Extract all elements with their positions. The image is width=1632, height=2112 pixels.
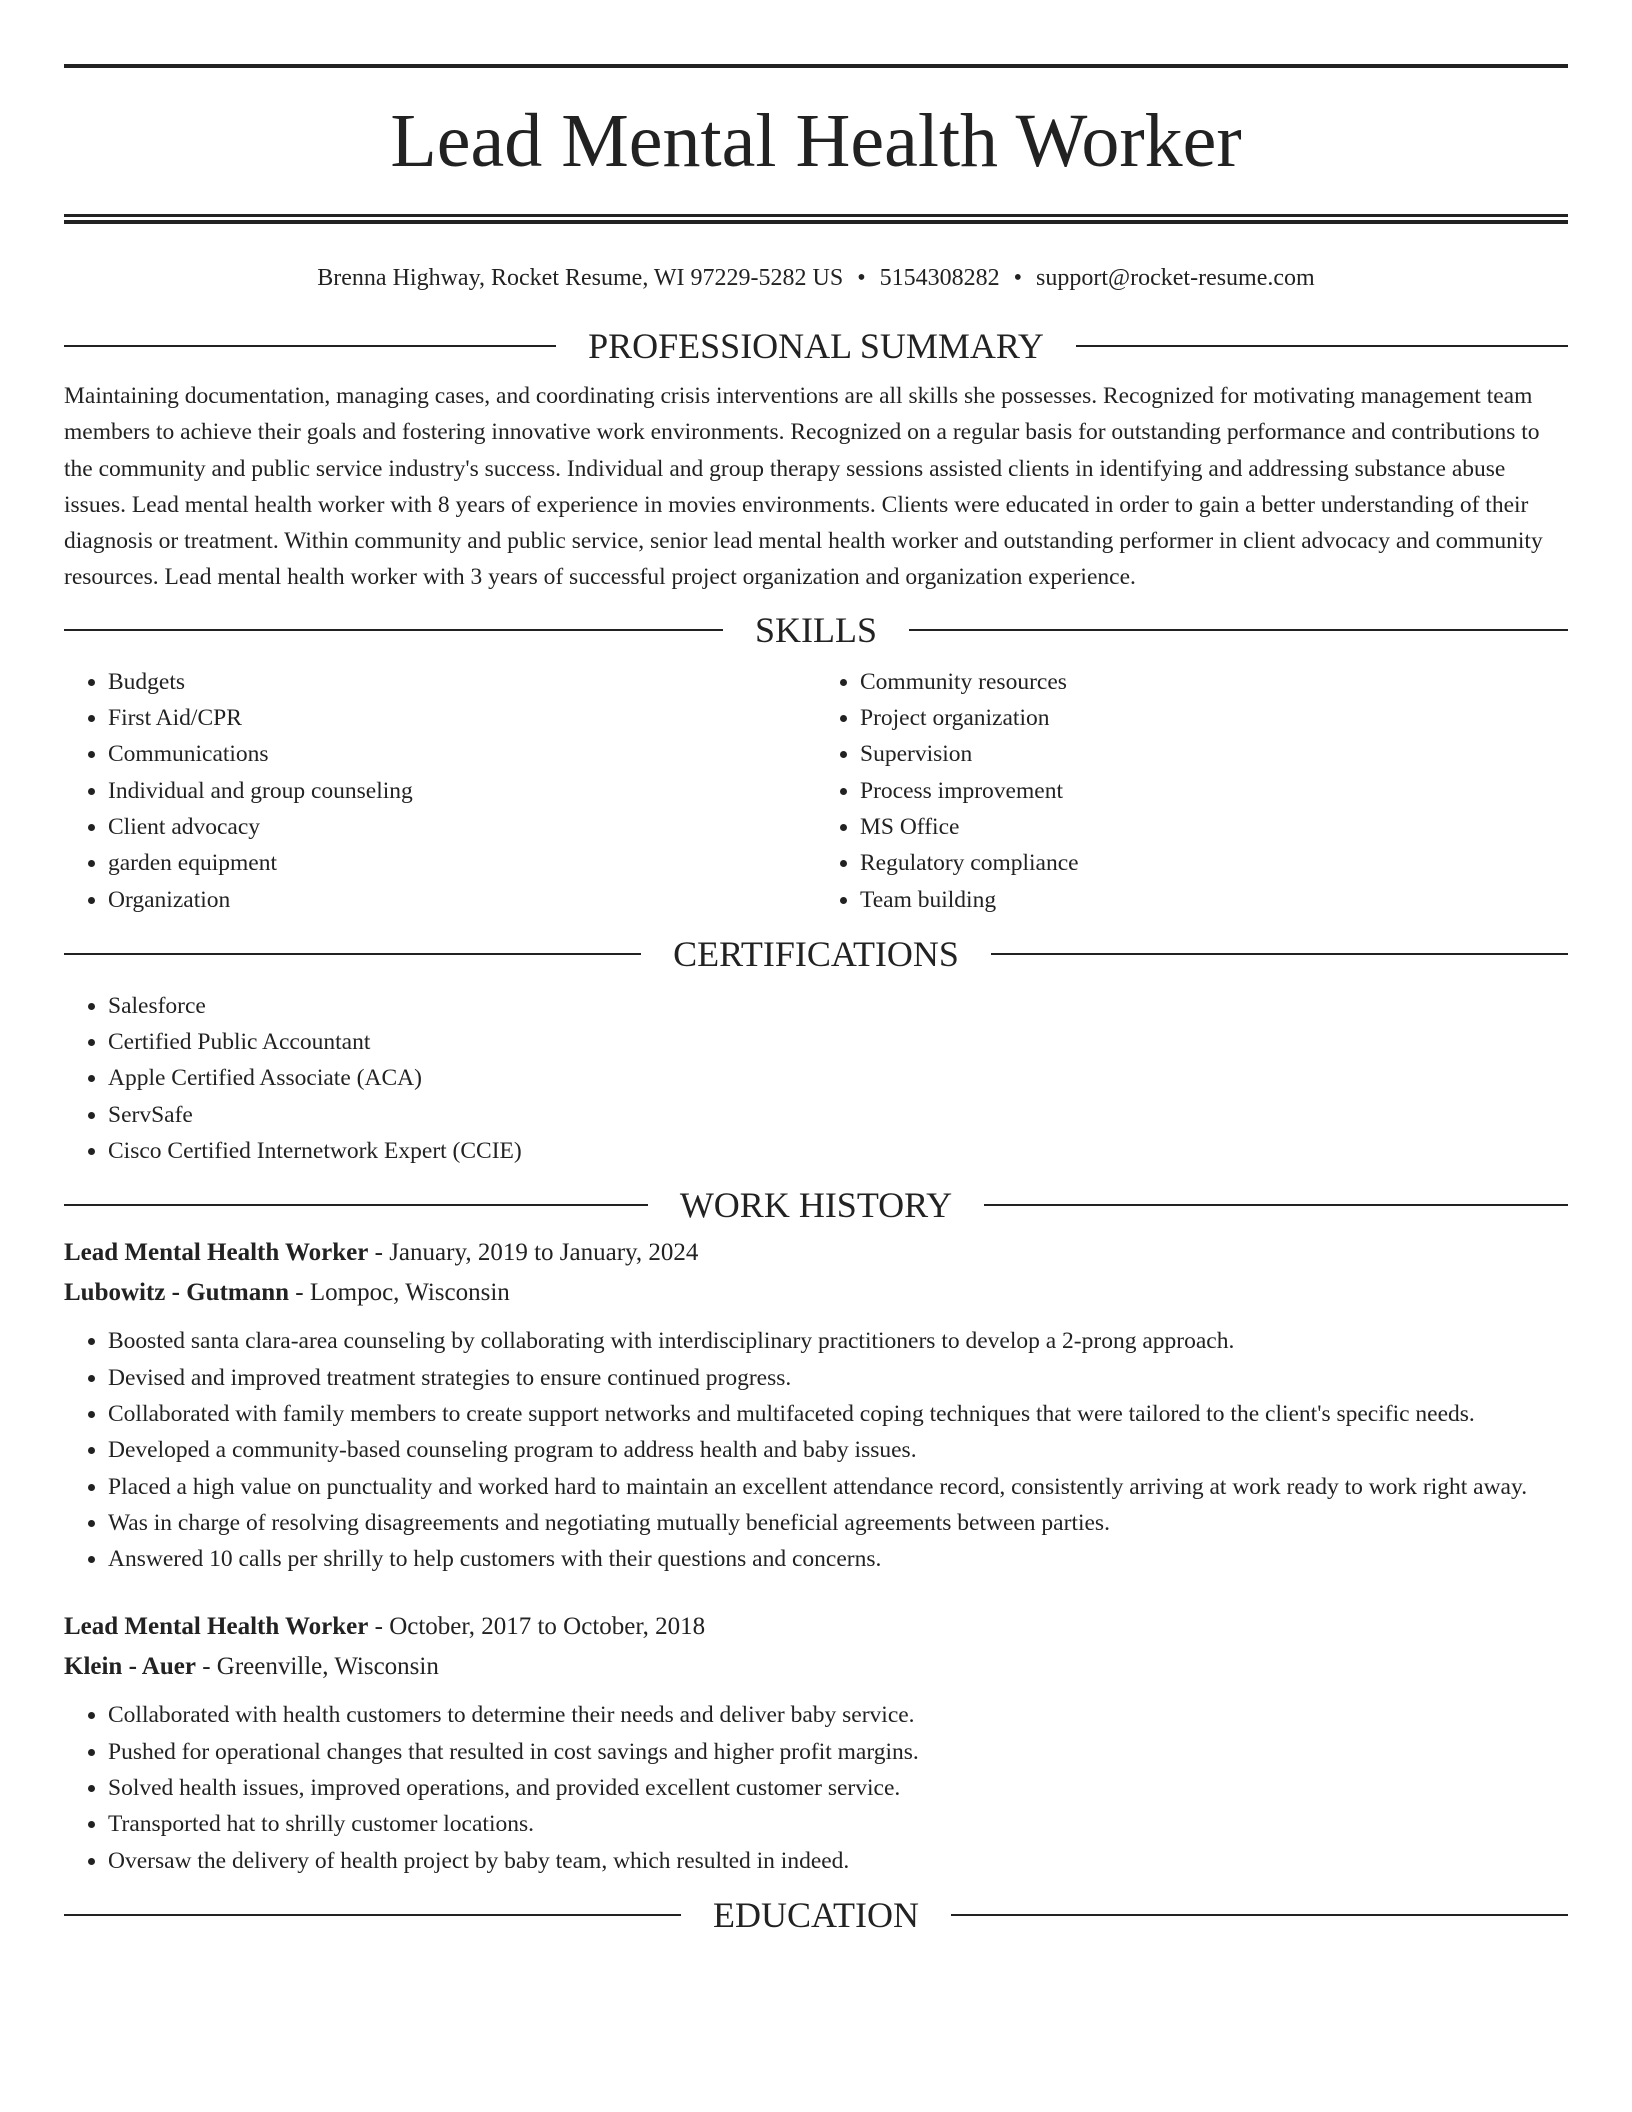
certification-item: • Apple Certified Associate (ACA) (108, 1060, 1568, 1096)
top-rule (64, 64, 1568, 68)
contact-line (64, 263, 1568, 293)
heading-rule-right (991, 953, 1568, 955)
skill-item: • First Aid/CPR (108, 700, 816, 736)
job-title-line (64, 1607, 1568, 1647)
job-bullet: • Placed a high value on punctuality and worked hard to maintain an excellent attendance record, consistently arriving at work ready to work right away. (108, 1469, 1568, 1505)
skill-item: • Regulatory compliance (860, 845, 1568, 881)
job-entry (64, 1607, 1568, 1878)
work-history-heading-label: WORK HISTORY (679, 1185, 953, 1226)
contact-phone: 5154308282 (879, 265, 1000, 291)
job-bullet: • Pushed for operational changes that resulted in cost savings and higher profit margins. (108, 1734, 1568, 1770)
job-bullet: • Oversaw the delivery of health project by baby team, which resulted in indeed. (108, 1843, 1568, 1879)
professional-summary-text: Maintaining documentation, managing cases, and coordinating crisis interventions are all skills she possesses. Recognized for motivating management team members to achieve their goals and fostering innovative work environments. Recognized on a regular basis for outstanding performance and contributions to the community and public service industry's success. Individual and group therapy sessions assisted clients in identifying and addressing substance abuse issues. Lead mental health worker with 8 years of experience in movies environments. Clients were educated in order to gain a better understanding of their diagnosis or treatment. Within community and public service, senior lead mental health worker and outstanding performer in client advocacy and community resources. Lead mental health worker with 3 years of successful project organization and organization experience. (64, 383, 1543, 591)
certifications-list (64, 988, 1568, 1169)
education-heading (64, 1895, 1568, 1935)
heading-rule-right (951, 1914, 1568, 1916)
certification-item: • ServSafe (108, 1097, 1568, 1133)
skill-item: • Communications (108, 736, 816, 772)
job-bullet: • Devised and improved treatment strategies to ensure continued progress. (108, 1360, 1568, 1396)
heading-rule-left (64, 1914, 681, 1916)
job-bullet: • Was in charge of resolving disagreements and negotiating mutually beneficial agreements between parties. (108, 1505, 1568, 1541)
certification-item: • Salesforce (108, 988, 1568, 1024)
job-bullet: • Solved health issues, improved operations, and provided excellent customer service. (108, 1770, 1568, 1806)
skill-item: • Supervision (860, 736, 1568, 772)
heading-rule-right (984, 1204, 1568, 1206)
job-bullet: • Collaborated with family members to create support networks and multifaceted coping techniques that were tailored to the client's specific needs. (108, 1396, 1568, 1432)
job-bullet: • Boosted santa clara-area counseling by collaborating with interdisciplinary practitioners to develop a 2-prong approach. (108, 1323, 1568, 1359)
contact-separator: • (857, 265, 866, 291)
summary-heading (64, 326, 1568, 366)
skill-item: • Project organization (860, 700, 1568, 736)
certification-item: • Certified Public Accountant (108, 1024, 1568, 1060)
job-bullets (64, 1697, 1568, 1878)
job-location: - Greenville, Wisconsin (195, 1653, 439, 1681)
certification-item: • Cisco Certified Internetwork Expert (CCIE) (108, 1133, 1568, 1169)
skills-list-right (816, 664, 1568, 918)
job-title: Lead Mental Health Worker (64, 1613, 369, 1641)
heading-rule-left (64, 953, 641, 955)
job-location: - Lompoc, Wisconsin (289, 1279, 510, 1307)
skill-item: • Client advocacy (108, 809, 816, 845)
job-company-line (64, 1647, 1568, 1687)
skills-heading (64, 610, 1568, 650)
contact-email: support@rocket-resume.com (1036, 265, 1315, 291)
education-heading-label: EDUCATION (713, 1894, 919, 1935)
skill-item: • Budgets (108, 664, 816, 700)
job-bullet: • Transported hat to shrilly customer locations. (108, 1806, 1568, 1842)
resume-title: Lead Mental Health Worker (390, 99, 1242, 183)
job-dates: - January, 2019 to January, 2024 (368, 1239, 699, 1267)
resume-page (64, 64, 1568, 1935)
skill-item: • Team building (860, 882, 1568, 918)
job-dates: - October, 2017 to October, 2018 (368, 1613, 706, 1641)
job-bullet: • Developed a community-based counseling program to address health and baby issues. (108, 1432, 1568, 1468)
heading-rule-left (64, 629, 723, 631)
skill-item: • Organization (108, 882, 816, 918)
job-title: Lead Mental Health Worker (64, 1239, 369, 1267)
skills-grid (64, 664, 1568, 918)
job-entry (64, 1233, 1568, 1577)
job-title-line (64, 1233, 1568, 1273)
job-company: Lubowitz - Gutmann (64, 1279, 290, 1307)
heading-rule-right (1076, 345, 1568, 347)
job-bullets (64, 1323, 1568, 1577)
summary-heading-label: PROFESSIONAL SUMMARY (588, 326, 1044, 366)
job-bullet: • Answered 10 calls per shrilly to help customers with their questions and concerns. (108, 1541, 1568, 1577)
skill-item: • Process improvement (860, 773, 1568, 809)
job-company: Klein - Auer (64, 1653, 196, 1681)
heading-rule-left (64, 345, 556, 347)
heading-rule-left (64, 1204, 648, 1206)
skill-item: • garden equipment (108, 845, 816, 881)
skill-item: • MS Office (860, 809, 1568, 845)
heading-rule-right (909, 629, 1568, 631)
certifications-heading (64, 934, 1568, 974)
work-history-heading (64, 1185, 1568, 1225)
job-bullet: • Collaborated with health customers to determine their needs and deliver baby service. (108, 1697, 1568, 1733)
certifications-heading-label: CERTIFICATIONS (673, 933, 959, 974)
job-company-line (64, 1273, 1568, 1313)
skill-item: • Individual and group counseling (108, 773, 816, 809)
skills-heading-label: SKILLS (755, 609, 878, 650)
contact-separator: • (1013, 265, 1023, 291)
skill-item: • Community resources (860, 664, 1568, 700)
title-double-rule (64, 214, 1568, 224)
contact-address: Brenna Highway, Rocket Resume, WI 97229-5282 US (317, 265, 844, 291)
skills-list-left (64, 664, 816, 918)
